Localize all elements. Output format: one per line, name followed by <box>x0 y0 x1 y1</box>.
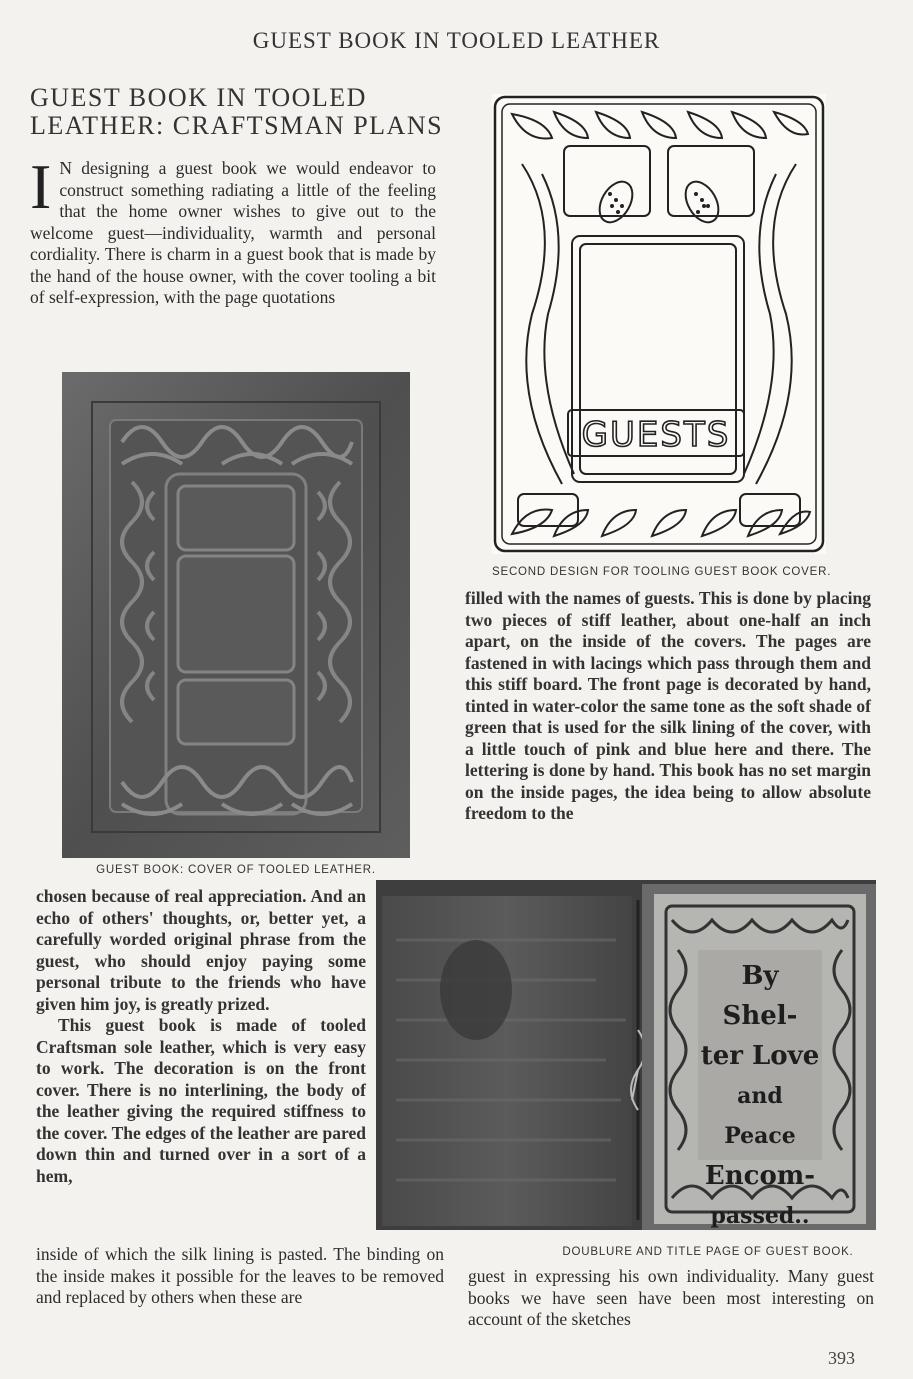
article-title-line-1: GUEST BOOK IN TOOLED <box>30 83 367 112</box>
tooled-leather-cover-image <box>62 372 410 858</box>
opening-paragraph-text: N designing a guest book we would endeavor to construct something radiating a little of the feeling that the home owner wishes to give out to the welcome guest—individuality, warmth and personal cordiality. There is charm in a guest book that is made by the hand of the house owner, with the cover tooling a bit of self-expression, with the page quotations <box>30 158 436 307</box>
running-head: GUEST BOOK IN TOOLED LEATHER <box>252 28 661 53</box>
second-paragraph: This guest book is made of tooled Craftsman sole leather, which is very easy to work. The decoration is on the front cover. There is no interlining, the body of the leather giving the required stiffness to the cover. The edges of the leather are pared down thin and turned over in a sort of a hem, <box>36 1015 366 1186</box>
cover-photo <box>62 372 410 858</box>
title-page-line-1: By Shel- <box>722 961 798 1031</box>
doublure-photo <box>376 880 876 1230</box>
title-page-line-4: Encom- <box>704 1161 816 1191</box>
left-column-continued <box>36 886 366 1187</box>
title-page-line-5: passed.. <box>710 1203 810 1229</box>
article-title <box>30 84 450 140</box>
opening-paragraph <box>30 151 436 309</box>
article-title-line-2: LEATHER: CRAFTSMAN PLANS <box>30 111 444 140</box>
second-design-drawing <box>492 94 826 554</box>
page-number: 393 <box>828 1348 855 1368</box>
right-column-paragraph: filled with the names of guests. This is done by placing two pieces of stiff leather, about one-half an inch apart, on the inside of the covers. The pages are fastened in with lacings which pass through them and this stiff board. The front page is decorated by hand, tinted in water-color the same tone as the soft shade of green that is used for the silk lining of the cover, with a little touch of pink and blue here and there. The lettering is done by hand. This book has no set margin on the inside pages, the idea being to allow absolute freedom to the <box>465 588 871 823</box>
guests-lettering: GUESTS <box>581 415 731 455</box>
second-design-caption: SECOND DESIGN FOR TOOLING GUEST BOOK COVER. <box>492 566 832 578</box>
drop-cap: I <box>30 151 52 222</box>
tooling-design-image <box>492 94 826 554</box>
bottom-left-paragraph: inside of which the silk lining is pasted. The binding on the inside makes it possible for the leaves to be removed and replaced by others when these are <box>36 1244 444 1307</box>
title-page-line-3: and Peace <box>724 1083 796 1149</box>
cover-photo-caption: GUEST BOOK: COVER OF TOOLED LEATHER. <box>96 864 376 876</box>
continued-paragraph: chosen because of real appreciation. And an echo of others' thoughts, or, better yet, a carefully worded original phrase from the guest, who should enjoy paying some personal tribute to the friends who have given him joy, is greatly prized. <box>36 886 366 1014</box>
doublure-caption: DOUBLURE AND TITLE PAGE OF GUEST BOOK. <box>562 1246 854 1258</box>
title-page-line-2: ter Love <box>700 1041 820 1071</box>
title-page-lettering <box>700 956 820 1236</box>
bottom-right-paragraph: guest in expressing his own individuality. Many guest books we have seen have been most interesting on account of the sketches <box>468 1266 874 1329</box>
